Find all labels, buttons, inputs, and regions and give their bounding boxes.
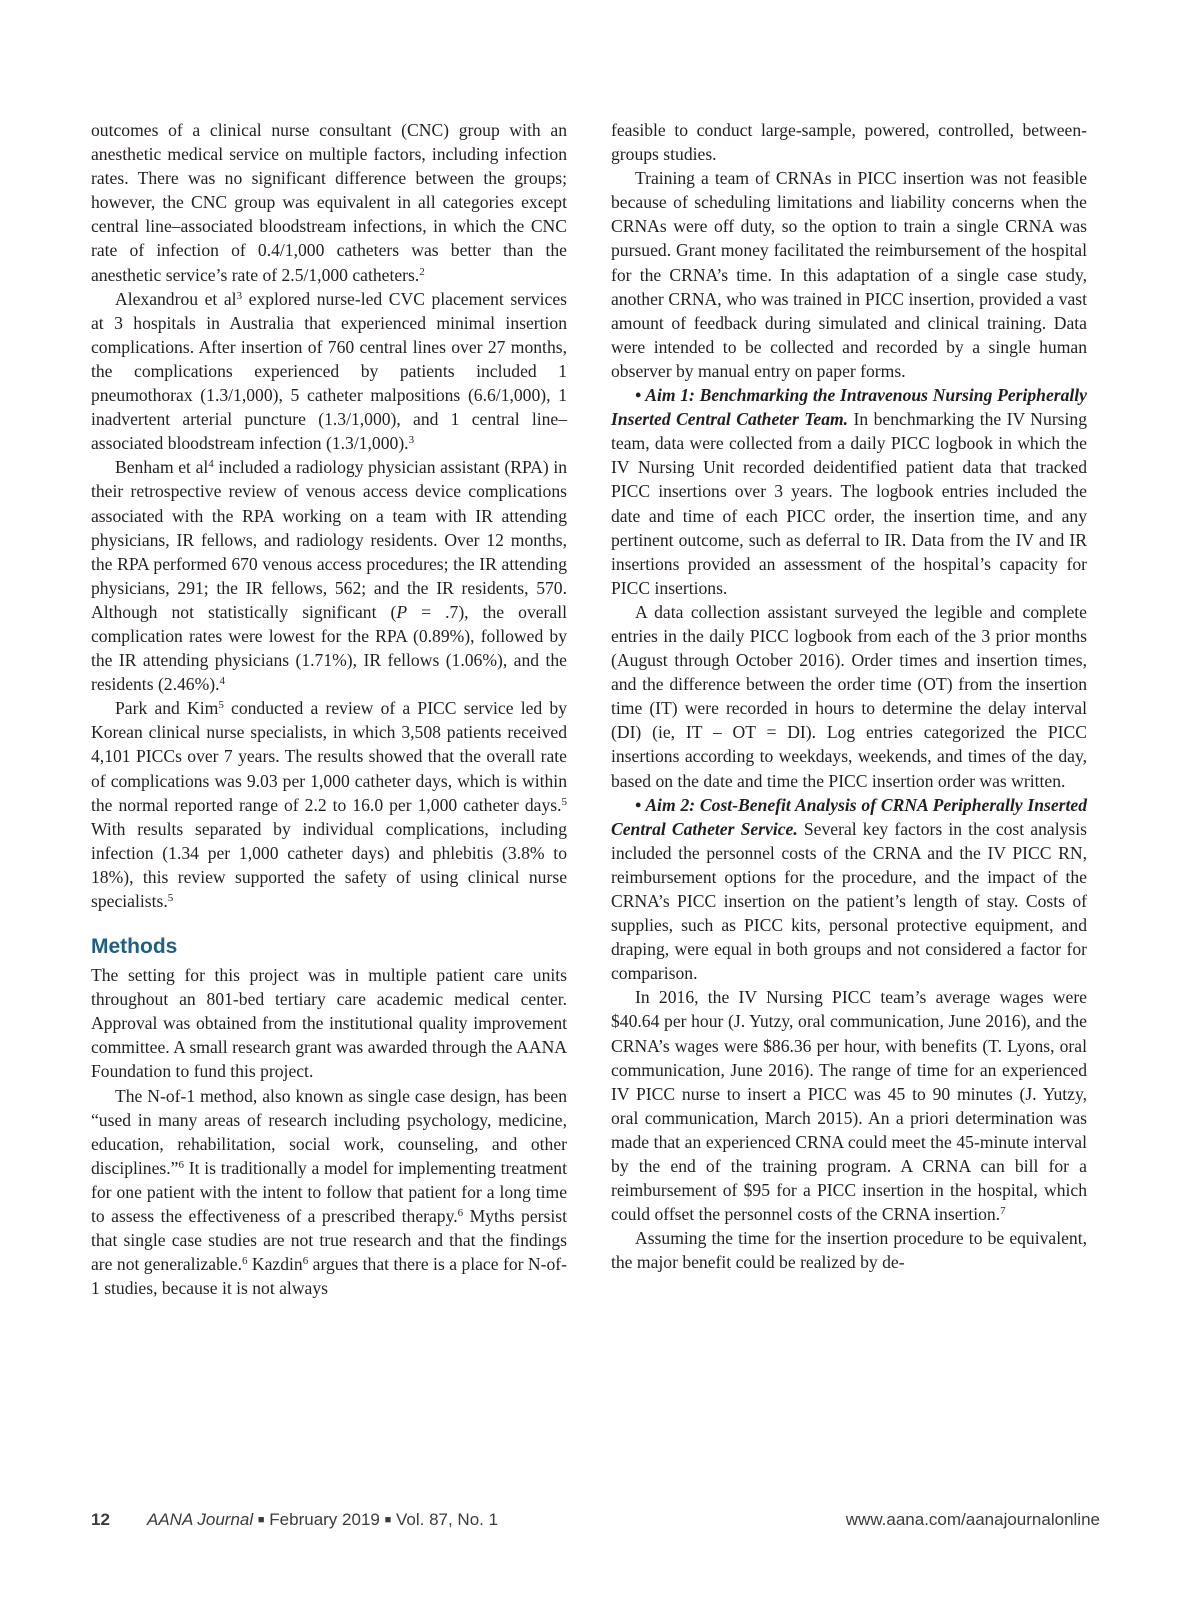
citation: 5 xyxy=(167,892,174,904)
paragraph: The N-of-1 method, also known as single case design, has been “used in many areas of research including psychology, medicine, education, rehabilitation, social work, counseling, and other disciplines.”$^6$ It is traditionally a model for implementing treatment for one patient with the intent to follow that patient for a long time to assess the effectiveness of a prescribed therapy.$^6$ Myths persist that single case studies are not true research and that the findings are not generalizable.$^6$ Kazdin$^6$ argues that there is a place for N-of-1 studies, because it is not always xyxy=(91,1085,567,1299)
paragraph: Park and Kim$^5$ conducted a review of a PICC service led by Korean clinical nurse specialists, in which 3,508 patients received 4,101 PICCs over 7 years. The results showed that the overall rate of complications was 9.03 per 1,000 catheter days, which is within the normal reported range of 2.2 to 16.0 per 1,000 catheter days.$^5$ With results separated by individual complications, including infection (1.34 per 1,000 catheter days) and phlebitis (3.8% to 18%), this review supported the safety of using clinical nurse specialists.$^5$ xyxy=(91,698,568,911)
aim-heading: • Aim 1: Benchmarking the Intravenous Nursing Peripherally Inserted Central Catheter Team. xyxy=(611,385,1087,430)
citation: 3 xyxy=(236,289,243,302)
citation: 5 xyxy=(218,699,224,712)
aim-heading: • Aim 2: Cost-Benefit Analysis of CRNA Peripherally Inserted Central Catheter Service. xyxy=(611,794,1087,839)
paragraph: Assuming the time for the insertion procedure to be equivalent, the major benefit could be realized by de- xyxy=(611,1228,1087,1273)
page-number: 12 xyxy=(91,1510,110,1529)
paragraph: • Aim 2: Cost-Benefit Analysis of CRNA Peripherally Inserted Central Catheter Service. Several key factors in the cost analysis included the personnel costs of the CRNA and the IV PICC RN, reimbursement options for the procedure, and the impact of the CRNA’s PICC insertion on the patient’s length of stay. Costs of supplies, such as PICC kits, personal protective equipment, and draping, were equal in both groups and not considered a factor for comparison. xyxy=(611,794,1087,984)
citation: 3 xyxy=(408,434,415,447)
citation: 2 xyxy=(419,265,425,278)
citation: 6 xyxy=(241,1255,248,1268)
journal-citation: AANA Journal ■ February 2019 ■ Vol. 87, No. 1 xyxy=(147,1510,499,1529)
citation: 6 xyxy=(178,1158,184,1171)
left-column xyxy=(91,118,567,1300)
paragraph: outcomes of a clinical nurse consultant (CNC) group with an anesthetic medical service on multiple factors, including infection rates. There was no significant difference between the groups; however, the CNC group was equivalent in all categories except central line–associated bloodstream infections, in which the CNC rate of infection of 0.4/1,000 catheters was better than the anesthetic service’s rate of 2.5/1,000 catheters.$^2$ xyxy=(91,120,567,285)
paragraph: In 2016, the IV Nursing PICC team’s average wages were $40.64 per hour (J. Yutzy, oral communication, June 2016), and the CRNA’s wages were $86.36 per hour, with benefits (T. Lyons, oral communication, June 2016). The range of time for an experienced IV PICC nurse to insert a PICC was 45 to 90 minutes (J. Yutzy, oral communication, March 2015). An a priori determination was made that an experienced CRNA could meet the 45-minute interval by the end of the training program. A CRNA can bill for a reimbursement of $95 for a PICC insertion in the hospital, which could offset the personnel costs of the CRNA insertion.$^7$ xyxy=(611,987,1087,1225)
citation: 6 xyxy=(302,1255,309,1268)
paragraph: feasible to conduct large-sample, powered, controlled, between-groups studies. xyxy=(611,120,1087,165)
citation: 7 xyxy=(1000,1205,1006,1218)
citation: 5 xyxy=(561,795,567,808)
citation: 4 xyxy=(208,458,214,471)
paragraph: Alexandrou et $al^3$ explored nurse-led CVC placement services at 3 hospitals in Australia that experienced minimal insertion complications. After insertion of 760 central lines over 27 months, the complications experienced by patients included 1 pneumothorax (1.3/1,000), 5 catheter malpositions (6.6/1,000), 1 inadvertent arterial puncture (1.3/1,000), and 1 central line–associated bloodstream infection (1.3/1,000).$^3$ xyxy=(91,288,568,454)
paragraph: Benham et $al^4$ included a radiology physician assistant (RPA) in their retrospective review of venous access device complications associated with the RPA working on a team with IR attending physicians, IR fellows, and radiology residents. Over 12 months, the RPA performed 670 venous access procedures; the IR attending physicians, 291; the IR fellows, 562; and the IR residents, 570. Although not statistically significant (P = .7), the overall complication rates were lowest for the RPA (0.89%), followed by the IR attending physicians (1.71%), IR fellows (1.06%), and the residents (2.46%).$^4$ xyxy=(91,457,568,695)
citation: 6 xyxy=(457,1207,464,1220)
page-footer xyxy=(91,1510,1100,1534)
paragraph: Training a team of CRNAs in PICC insertion was not feasible because of scheduling limitations and liability concerns when the CRNAs were off duty, so the option to train a single CRNA was pursued. Grant money facilitated the reimbursement of the hospital for the CRNA’s time. In this adaptation of a single case study, another CRNA, who was trained in PICC insertion, provided a vast amount of feedback during simulated and clinical training. Data were intended to be collected and recorded by a single human observer by manual entry on paper forms. xyxy=(611,168,1087,381)
paragraph: • Aim 1: Benchmarking the Intravenous Nursing Peripherally Inserted Central Catheter Team. In benchmarking the IV Nursing team, data were collected from a daily PICC logbook in which the IV Nursing Unit recorded deidentified patient data that tracked PICC insertions over 3 years. The logbook entries included the date and time of each PICC order, the insertion time, and any pertinent outcome, such as deferral to IR. Data from the IV and IR insertions provided an assessment of the hospital’s capacity for PICC insertions. xyxy=(611,385,1088,598)
journal-url: www.aana.com/aanajournalonline xyxy=(845,1510,1100,1529)
right-column xyxy=(611,118,1087,1275)
paragraph: A data collection assistant surveyed the legible and complete entries in the daily PICC logbook from each of the 3 prior months (August through October 2016). Order times and insertion times, and the difference between the order time (OT) from the insertion time (IT) were recorded in hours to determine the delay interval (DI) (ie, IT – OT = DI). Log entries categorized the PICC insertions according to weekdays, weekends, and times of the day, based on the date and time the PICC insertion order was written. xyxy=(611,601,1087,791)
paragraph: The setting for this project was in multiple patient care units throughout an 801-bed tertiary care academic medical center. Approval was obtained from the institutional quality improvement committee. A small research grant was awarded through the AANA Foundation to fund this project. xyxy=(91,965,567,1082)
section-heading-methods: Methods xyxy=(91,935,178,959)
citation: 4 xyxy=(219,675,225,688)
